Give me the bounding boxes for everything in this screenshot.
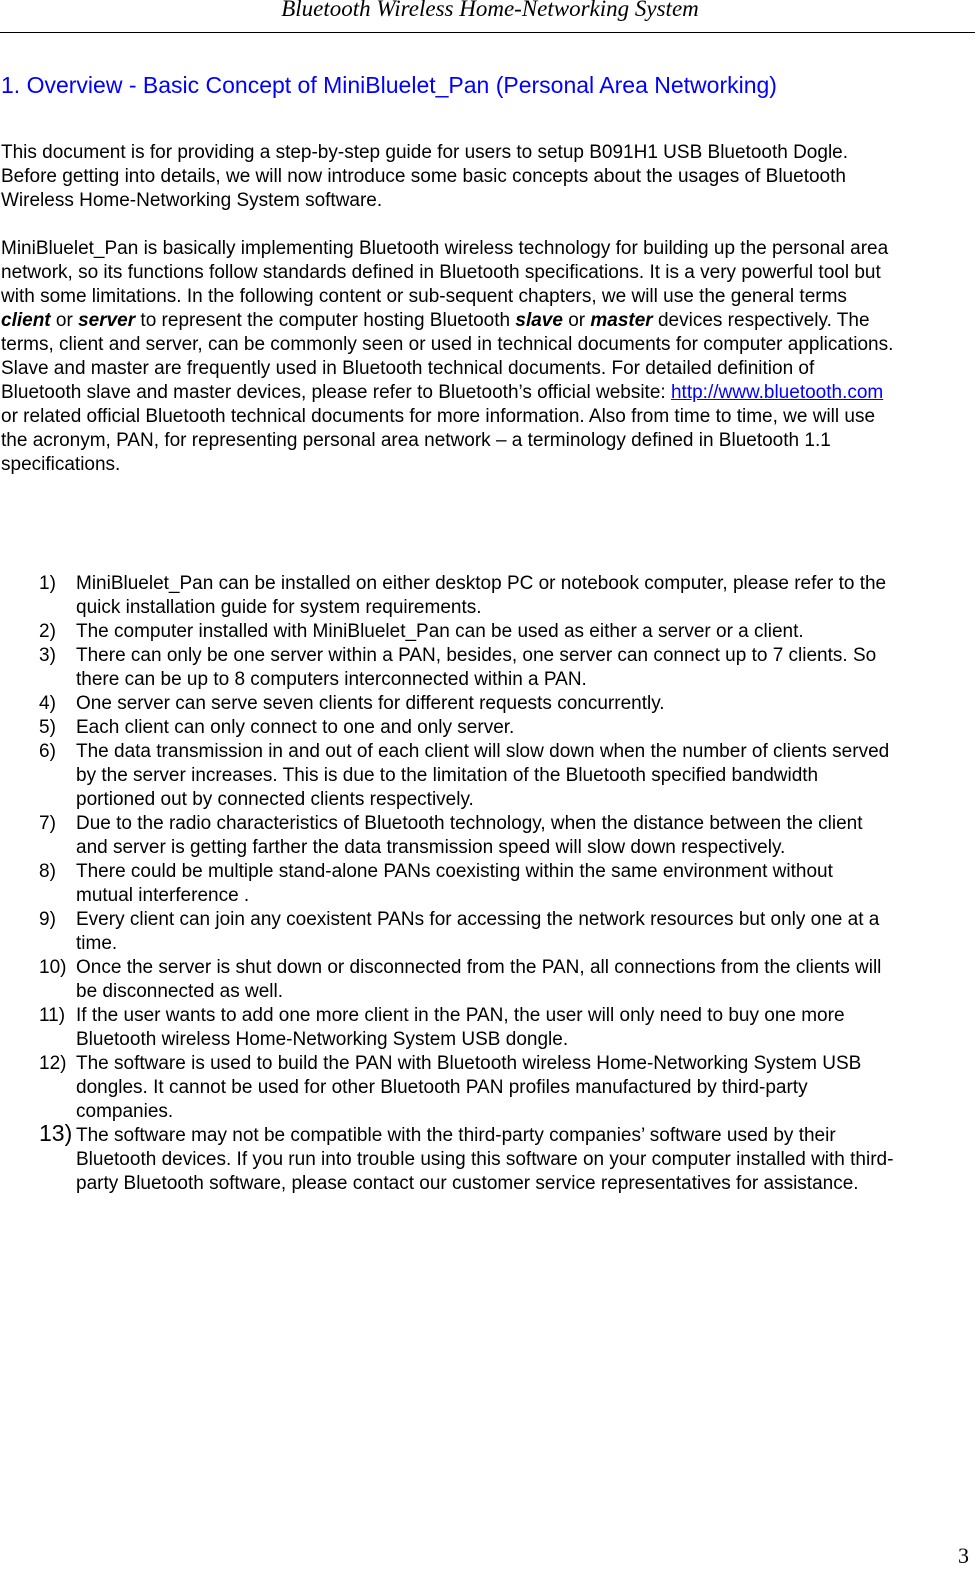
text-line: time. <box>76 933 118 954</box>
text-line: The software is used to build the PAN with Bluetooth wireless Home-Networking System USB <box>76 1053 862 1074</box>
list-item <box>0 956 893 1004</box>
text-line <box>1 381 893 405</box>
list-item <box>0 1052 893 1124</box>
feature-list <box>0 572 893 1196</box>
text-line: with some limitations. In the following content or sub-sequent chapters, we will use the general terms <box>1 286 847 307</box>
list-item <box>0 716 893 740</box>
text-line: Wireless Home-Networking System software. <box>1 190 383 211</box>
text-line: mutual interference . <box>76 885 250 906</box>
list-number: 11) <box>39 1005 66 1026</box>
text-line: the acronym, PAN, for representing personal area network – a terminology defined in Bluetooth 1.1 <box>1 430 831 451</box>
concept-paragraph <box>1 237 893 477</box>
list-item <box>0 692 893 716</box>
text-line: Once the server is shut down or disconnected from the PAN, all connections from the clients will <box>76 957 882 978</box>
text-line: terms, client and server, can be commonly seen or used in technical documents for computer applications. <box>1 334 894 355</box>
text-line: quick installation guide for system requirements. <box>76 597 482 618</box>
text-line: or related official Bluetooth technical documents for more information. Also from time to time, we will use <box>1 406 876 427</box>
text-line: The software may not be compatible with the third-party companies’ software used by their <box>76 1125 836 1146</box>
list-number: 9) <box>39 909 56 930</box>
text-line: and server is getting farther the data transmission speed will slow down respectively. <box>76 837 786 858</box>
term-master: master <box>590 310 653 331</box>
text: devices respectively. The <box>652 310 870 331</box>
text-line: MiniBluelet_Pan is basically implementing Bluetooth wireless technology for building up the personal area <box>1 238 889 259</box>
text-line: Due to the radio characteristics of Bluetooth technology, when the distance between the client <box>76 813 863 834</box>
text-line <box>1 309 893 333</box>
list-number: 12) <box>39 1053 67 1074</box>
list-number: 3) <box>39 645 56 666</box>
text-line: The computer installed with MiniBluelet_Pan can be used as either a server or a client. <box>76 621 804 642</box>
intro-paragraph <box>1 141 848 213</box>
list-number: 2) <box>39 621 56 642</box>
text-line: party Bluetooth software, please contact our customer service representatives for assistance. <box>76 1173 859 1194</box>
running-header: Bluetooth Wireless Home-Networking System <box>281 0 699 21</box>
text-line: One server can serve seven clients for different requests concurrently. <box>76 693 665 714</box>
list-number: 10) <box>39 957 67 978</box>
list-number: 8) <box>39 861 56 882</box>
text-line: be disconnected as well. <box>76 981 284 1002</box>
text-line: there can be up to 8 computers interconnected within a PAN. <box>76 669 587 690</box>
text-line: Every client can join any coexistent PANs for accessing the network resources but only one at a <box>76 909 880 930</box>
list-item <box>0 860 893 908</box>
bluetooth-website-link[interactable]: http://www.bluetooth.com <box>670 382 884 403</box>
list-item <box>0 740 893 812</box>
list-item <box>0 1004 893 1052</box>
section-heading: 1. Overview - Basic Concept of MiniBluelet_Pan (Personal Area Networking) <box>1 72 777 98</box>
text-line: There can only be one server within a PAN, besides, one server can connect up to 7 clients. So <box>76 645 877 666</box>
term-client: client <box>1 310 51 331</box>
list-number: 4) <box>39 693 56 714</box>
text-line: companies. <box>76 1101 174 1122</box>
text-line: network, so its functions follow standards defined in Bluetooth specifications. It is a very powerful tool but <box>1 262 881 283</box>
list-number: 6) <box>39 741 56 762</box>
term-slave: slave <box>515 310 563 331</box>
text: to represent the computer hosting Bluetooth <box>135 310 516 331</box>
text: or <box>50 310 79 331</box>
text: Bluetooth slave and master devices, please refer to Bluetooth’s official website: <box>1 382 671 403</box>
list-number: 7) <box>39 813 56 834</box>
text: or <box>562 310 591 331</box>
text-line: portioned out by connected clients respectively. <box>76 789 474 810</box>
list-item <box>0 644 893 692</box>
list-item <box>0 1120 894 1196</box>
text-line: If the user wants to add one more client in the PAN, the user will only need to buy one more <box>76 1005 845 1026</box>
list-item <box>0 572 893 620</box>
list-number: 1) <box>39 573 56 594</box>
term-server: server <box>78 310 136 331</box>
text-line: Bluetooth devices. If you run into trouble using this software on your computer installed with third- <box>76 1149 894 1170</box>
text-line: Slave and master are frequently used in Bluetooth technical documents. For detailed definition of <box>1 358 815 379</box>
text-line: MiniBluelet_Pan can be installed on either desktop PC or notebook computer, please refer to the <box>76 573 887 594</box>
text-line: specifications. <box>1 454 121 475</box>
header-divider <box>0 32 975 33</box>
text-line: This document is for providing a step-by-step guide for users to setup B091H1 USB Bluetooth Dogle. <box>1 142 849 163</box>
list-item <box>0 908 893 956</box>
text-line: Each client can only connect to one and only server. <box>76 717 515 738</box>
list-number: 5) <box>39 717 56 738</box>
list-item <box>0 620 893 644</box>
list-item <box>0 812 893 860</box>
text-line: dongles. It cannot be used for other Bluetooth PAN profiles manufactured by third-party <box>76 1077 808 1098</box>
text-line: There could be multiple stand-alone PANs coexisting within the same environment without <box>76 861 833 882</box>
text-line: by the server increases. This is due to the limitation of the Bluetooth specified bandwidth <box>76 765 819 786</box>
list-number: 13) <box>39 1120 73 1146</box>
text-line: Before getting into details, we will now introduce some basic concepts about the usages of Bluetooth <box>1 166 846 187</box>
page-number: 3 <box>958 1543 969 1568</box>
text-line: Bluetooth wireless Home-Networking System USB dongle. <box>76 1029 569 1050</box>
text-line: The data transmission in and out of each client will slow down when the number of clients served <box>76 741 890 762</box>
